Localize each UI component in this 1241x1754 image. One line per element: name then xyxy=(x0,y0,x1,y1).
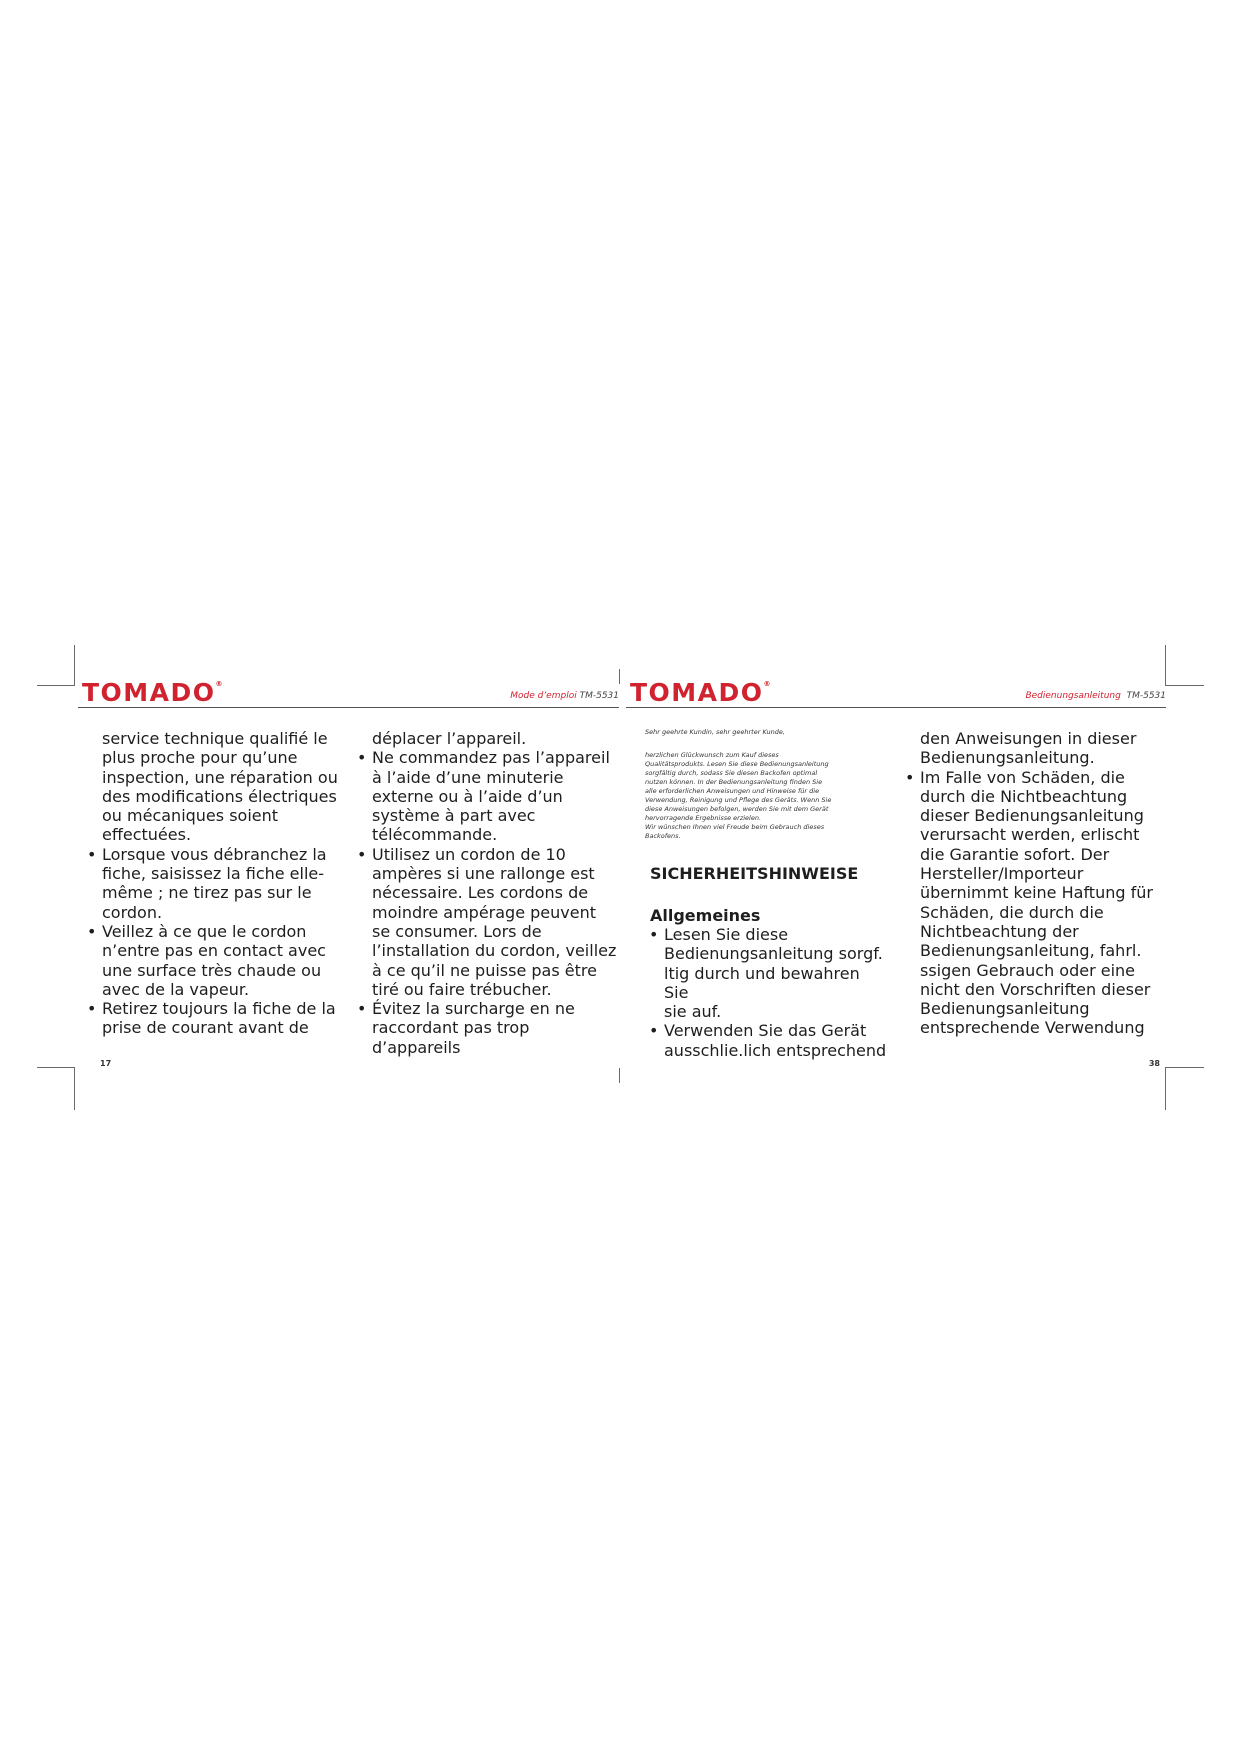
list-item xyxy=(648,1021,888,1060)
running-header: Bedienungsanleitung TM-5531 xyxy=(1025,691,1166,701)
text-line: durch die Nichtbeachtung xyxy=(920,786,1128,806)
text-line: hervorragende Ergebnisse erzielen. xyxy=(645,814,762,822)
text-line: ou mécaniques soient xyxy=(102,806,279,826)
list-item xyxy=(648,925,888,1021)
text-line: télécommande. xyxy=(372,825,498,845)
text-line: Retirez toujours la fiche de la xyxy=(102,999,336,1019)
text-line: système à part avec xyxy=(372,806,536,826)
text-column-1 xyxy=(86,729,351,1038)
running-header: Mode d’emploi TM-5531 xyxy=(510,691,619,701)
text-line: Ne commandez pas l’appareil xyxy=(372,748,610,768)
text-line: Hersteller/Importeur xyxy=(920,864,1084,884)
list-item xyxy=(356,845,618,999)
text-line: moindre ampérage peuvent xyxy=(372,902,596,922)
header-rule xyxy=(78,707,619,708)
bullet-list xyxy=(86,845,351,1038)
text-line: Lesen Sie diese xyxy=(664,925,789,944)
text-line: des modifications électriques xyxy=(102,786,337,806)
text-line: verursacht werden, erlischt xyxy=(920,825,1140,845)
bullet-list xyxy=(648,925,888,1060)
list-item xyxy=(904,768,1166,1038)
text-line: Backofens. xyxy=(645,832,681,840)
text-line: n’entre pas en contact avec xyxy=(102,941,326,961)
text-line: raccordant pas trop d’appareils xyxy=(372,1018,530,1057)
text-line: Lorsque vous débranchez la xyxy=(102,844,327,864)
list-item xyxy=(86,922,351,999)
intro-letter xyxy=(645,728,885,841)
text-line: diese Anweisungen befolgen, werden Sie mit dem Gerät xyxy=(645,805,829,813)
page-number: 17 xyxy=(100,1059,112,1068)
text-line: une surface très chaude ou xyxy=(102,960,322,980)
text-line: ltig durch und bewahren Sie xyxy=(664,963,860,1002)
crop-mark xyxy=(37,1067,75,1068)
crop-mark xyxy=(37,685,75,686)
page-french xyxy=(78,680,619,1080)
crop-mark xyxy=(74,645,75,686)
paragraph-continuation xyxy=(904,729,1166,768)
text-line: à l’aide d’une minuterie xyxy=(372,767,564,787)
text-line: sie auf. xyxy=(664,1002,722,1022)
text-line: herzlichen Glückwunsch zum Kauf dieses xyxy=(645,751,779,759)
text-column-1 xyxy=(648,925,888,1060)
bullet-list xyxy=(904,768,1166,1038)
text-line: Verwenden Sie das Gerät xyxy=(664,1021,867,1041)
text-line: den Anweisungen in dieser xyxy=(920,729,1137,748)
text-line: même ; ne tirez pas sur le xyxy=(102,883,312,903)
crop-mark xyxy=(1165,1067,1204,1068)
text-line: die Garantie sofort. Der xyxy=(920,844,1110,864)
text-column-2 xyxy=(356,729,618,1057)
text-line: fiche, saisissez la fiche elle- xyxy=(102,864,325,884)
text-line: tiré ou faire trébucher. xyxy=(372,979,552,999)
bullet-list xyxy=(356,748,618,1057)
paragraph-continuation xyxy=(86,729,351,845)
text-line: entsprechende Verwendung xyxy=(920,1018,1145,1038)
text-line: inspection, une réparation ou xyxy=(102,767,338,787)
text-line: sorgfältig durch, sodass Sie diesen Backofen optimal xyxy=(645,769,818,777)
text-line: à ce qu’il ne puisse pas être xyxy=(372,960,597,980)
text-line: effectuées. xyxy=(102,825,192,845)
text-line: übernimmt keine Haftung für xyxy=(920,883,1153,903)
crop-mark xyxy=(1165,685,1204,686)
fold-mark xyxy=(619,669,620,684)
list-item xyxy=(86,999,351,1038)
list-item xyxy=(356,748,618,844)
text-line: Im Falle von Schäden, die xyxy=(920,767,1125,787)
brand-logo: TOMADO® xyxy=(82,678,223,707)
text-line: se consumer. Lors de xyxy=(372,921,542,941)
text-line: nicht den Vorschriften dieser xyxy=(920,979,1151,999)
text-line: ssigen Gebrauch oder eine xyxy=(920,960,1136,980)
salutation: Sehr geehrte Kundin, sehr geehrter Kunde, xyxy=(645,728,785,736)
text-line: Bedienungsanleitung, fahrl. xyxy=(920,941,1142,961)
text-line: service technique qualifié le xyxy=(102,729,328,748)
text-line: déplacer l’appareil. xyxy=(372,729,527,748)
intro-body xyxy=(645,751,885,841)
header-rule xyxy=(626,707,1166,708)
text-line: Bedienungsanleitung sorgf. xyxy=(664,944,883,964)
text-line: Évitez la surcharge en ne xyxy=(372,999,575,1019)
list-item xyxy=(356,999,618,1057)
text-line: Qualitätsprodukts. Lesen Sie diese Bedienungsanleitung xyxy=(645,760,829,768)
text-line: l’installation du cordon, veillez xyxy=(372,941,617,961)
text-column-2 xyxy=(904,729,1166,1038)
text-line: alle erforderlichen Anweisungen und Hinweise für die xyxy=(645,787,820,795)
brand-logo: TOMADO® xyxy=(630,678,771,707)
subsection-heading: Allgemeines xyxy=(650,906,761,925)
text-line: Verwendung, Reinigung und Pflege des Geräts. Wenn Sie xyxy=(645,796,832,804)
text-line: Schäden, die durch die xyxy=(920,902,1104,922)
paragraph-continuation xyxy=(356,729,618,748)
text-line: Veillez à ce que le cordon xyxy=(102,921,307,941)
fold-mark xyxy=(619,1068,620,1083)
text-line: nécessaire. Les cordons de xyxy=(372,883,589,903)
page-german xyxy=(626,680,1166,1080)
section-heading: SICHERHEITSHINWEISE xyxy=(650,864,859,883)
list-item xyxy=(86,845,351,922)
text-line: prise de courant avant de xyxy=(102,1018,309,1038)
crop-mark xyxy=(74,1067,75,1110)
text-line: Utilisez un cordon de 10 xyxy=(372,844,566,864)
text-line: ampères si une rallonge est xyxy=(372,864,595,884)
text-line: dieser Bedienungsanleitung xyxy=(920,806,1144,826)
page-number: 38 xyxy=(1148,1059,1160,1068)
text-line: externe ou à l’aide d’un xyxy=(372,786,563,806)
text-line: Bedienungsanleitung xyxy=(920,999,1090,1019)
text-line: avec de la vapeur. xyxy=(102,979,250,999)
text-line: ausschlie.lich entsprechend xyxy=(664,1040,887,1060)
text-line: plus proche pour qu’une xyxy=(102,748,298,768)
text-line: Wir wünschen Ihnen viel Freude beim Gebrauch dieses xyxy=(645,823,825,831)
text-line: cordon. xyxy=(102,902,163,922)
text-line: Bedienungsanleitung. xyxy=(920,748,1095,768)
text-line: nutzen können. In der Bedienungsanleitung finden Sie xyxy=(645,778,823,786)
text-line: Nichtbeachtung der xyxy=(920,921,1079,941)
